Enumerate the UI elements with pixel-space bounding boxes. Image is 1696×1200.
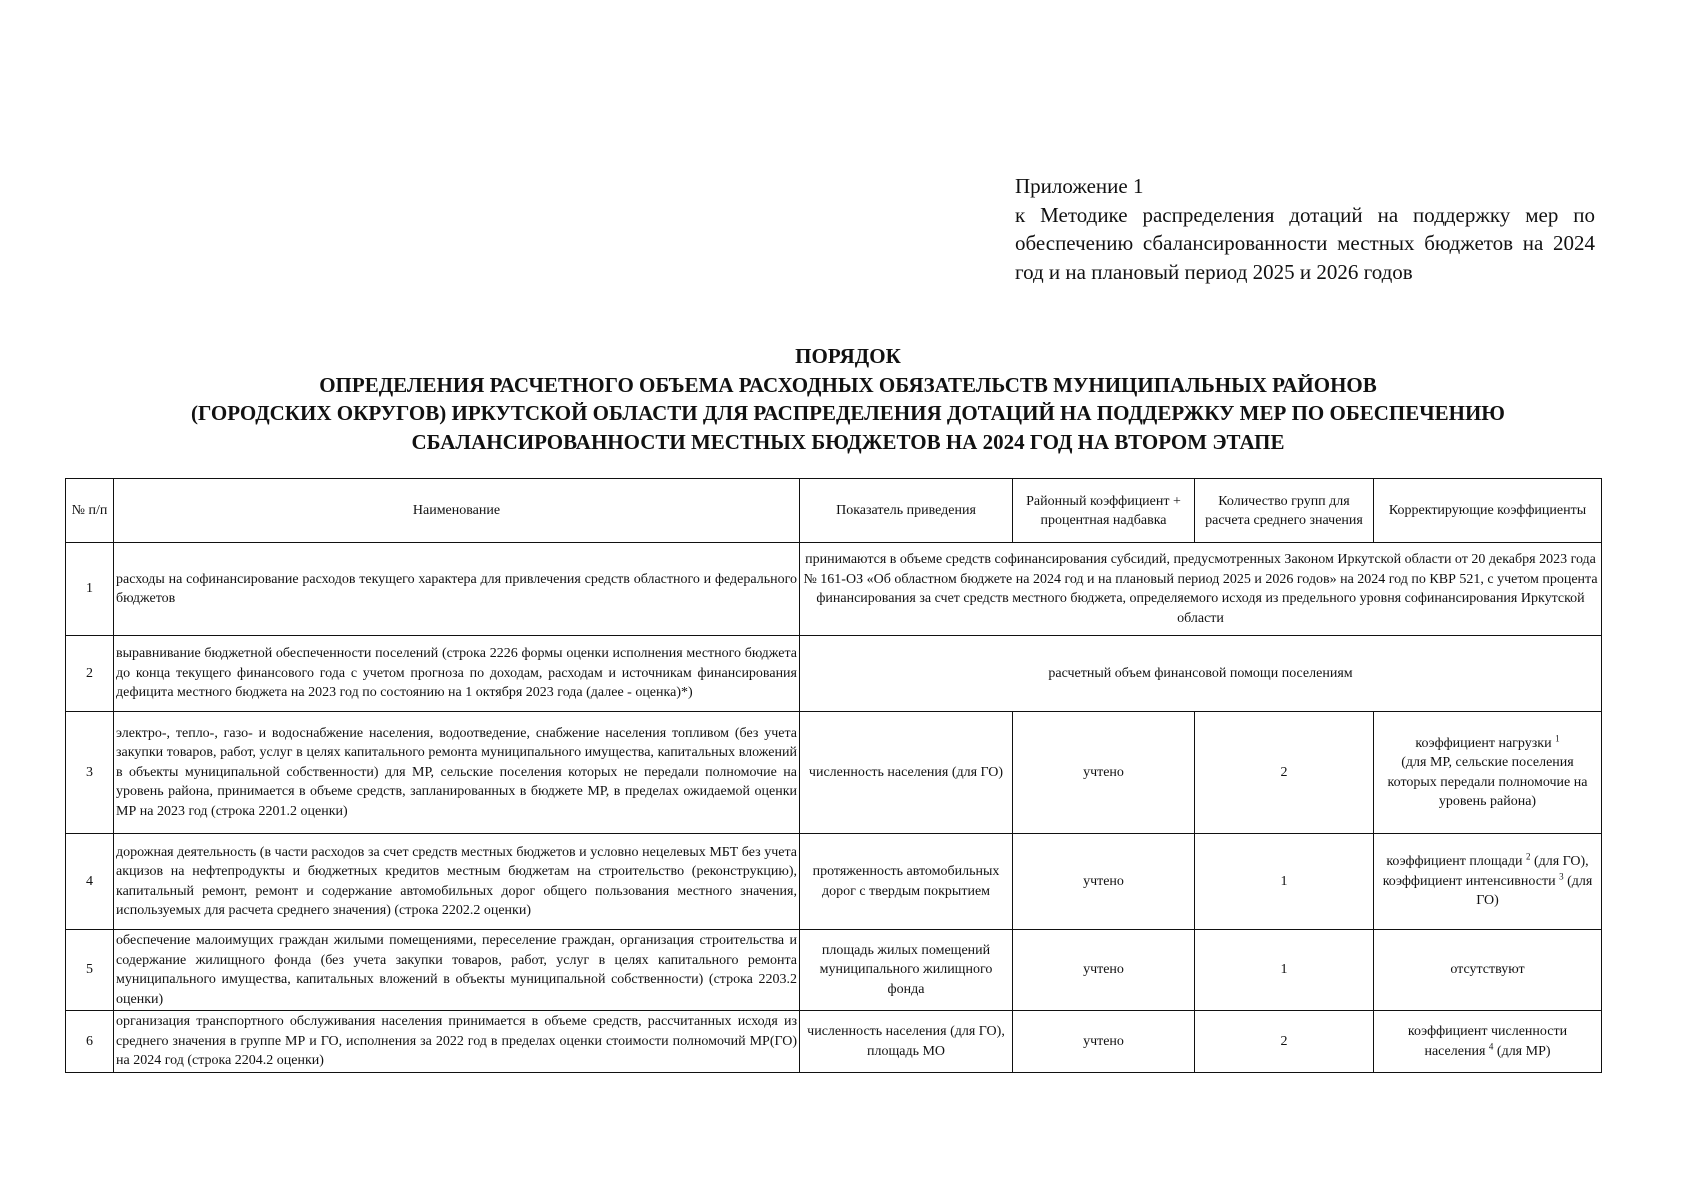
row-indicator: численность населения (для ГО): [800, 712, 1013, 834]
row-regional-coefficient: учтено: [1013, 1011, 1195, 1073]
row-groups-count: 1: [1195, 930, 1374, 1011]
row-name: обеспечение малоимущих граждан жилыми помещениями, переселение граждан, организация строительства и содержание жилищного фонда (без учета закупки товаров, работ, услуг в целях капитального ремонта муниципального имущества, капитальных вложений в объекты муниципальной собственности) (строка 2203.2 оценки): [114, 930, 800, 1011]
row-correcting-coefficients: [1374, 712, 1602, 834]
row-merged-value: принимаются в объеме средств софинансирования субсидий, предусмотренных Законом Иркутской области от 20 декабря 2023 года № 161-ОЗ «Об областном бюджете на 2024 год и на плановый период 2025 и 2026 годов» на 2024 год по КВР 521, с учетом процента финансирования за счет средств местного бюджета, определяемого исходя из предельного уровня софинансирования Иркутской области: [800, 543, 1602, 636]
row-num: 4: [66, 834, 114, 930]
row-correcting-coefficients: [1374, 834, 1602, 930]
row-groups-count: 1: [1195, 834, 1374, 930]
correcting-text: (для МР): [1496, 1043, 1551, 1059]
table-row: [66, 930, 1602, 1011]
row-name: электро-, тепло-, газо- и водоснабжение населения, водоотведение, снабжение населения топливом (без учета закупки товаров, работ, услуг в целях капитального ремонта муниципального имущества, капитальных вложений в объекты муниципальной собственности) для МР, сельские поселения которых не передали полномочие на уровень района, принимается в объеме средств, запланированных в бюджете МР, в пределах ожидаемой оценки МР на 2023 год (строка 2201.2 оценки): [114, 712, 800, 834]
table-row: [66, 543, 1602, 636]
row-correcting-coefficients: отсутствуют: [1374, 930, 1602, 1011]
table-row: [66, 1011, 1602, 1073]
table-row: [66, 636, 1602, 712]
row-regional-coefficient: учтено: [1013, 834, 1195, 930]
row-num: 6: [66, 1011, 114, 1073]
row-correcting-coefficients: [1374, 1011, 1602, 1073]
row-name: дорожная деятельность (в части расходов за счет средств местных бюджетов и условно нецелевых МБТ без учета акцизов на нефтепродукты и бюджетных кредитов местным бюджетам на строительство (реконструкцию), капитальный ремонт, ремонт и содержание автомобильных дорог общего пользования местного значения, используемых для расчета среднего значения) (строка 2202.2 оценки): [114, 834, 800, 930]
title-line-4: СБАЛАНСИРОВАННОСТИ МЕСТНЫХ БЮДЖЕТОВ НА 2024 ГОД НА ВТОРОМ ЭТАПЕ: [411, 429, 1285, 454]
header-indicator: Показатель приведения: [800, 479, 1013, 543]
footnote-marker: 2: [1525, 851, 1531, 862]
footnote-marker: 3: [1559, 871, 1564, 882]
row-indicator: протяженность автомобильных дорог с твердым покрытием: [800, 834, 1013, 930]
row-indicator: численность населения (для ГО), площадь МО: [800, 1011, 1013, 1073]
correcting-text: (для ГО): [1476, 873, 1593, 909]
correcting-text: коэффициент нагрузки: [1415, 735, 1552, 751]
correcting-text: коэффициент площади: [1386, 854, 1523, 870]
header-name: Наименование: [114, 479, 800, 543]
title-line-3: (ГОРОДСКИХ ОКРУГОВ) ИРКУТСКОЙ ОБЛАСТИ ДЛЯ РАСПРЕДЕЛЕНИЯ ДОТАЦИЙ НА ПОДДЕРЖКУ МЕР ПО ОБЕСПЕЧЕНИЮ: [191, 401, 1505, 425]
table-row: [66, 712, 1602, 834]
correcting-text: (для МР, сельские поселения которых передали полномочие на уровень района): [1387, 755, 1588, 809]
footnote-marker: 1: [1555, 732, 1560, 743]
header-groups-count: Количество групп для расчета среднего значения: [1195, 479, 1374, 543]
row-regional-coefficient: учтено: [1013, 930, 1195, 1011]
title-line-2: ОПРЕДЕЛЕНИЯ РАСЧЕТНОГО ОБЪЕМА РАСХОДНЫХ ОБЯЗАТЕЛЬСТВ МУНИЦИПАЛЬНЫХ РАЙОНОВ: [319, 372, 1377, 397]
appendix-note: [1015, 172, 1595, 286]
correcting-text: коэффициент численности населения: [1407, 1024, 1568, 1059]
row-num: 2: [66, 636, 114, 712]
header-num: № п/п: [66, 479, 114, 543]
correcting-text: (для ГО), коэффициент интенсивности: [1382, 854, 1589, 889]
calculation-table: [65, 478, 1602, 1073]
header-regional-coefficient: Районный коэффициент + процентная надбавка: [1013, 479, 1195, 543]
table-header-row: [66, 479, 1602, 543]
appendix-number: Приложение 1: [1015, 174, 1144, 198]
row-groups-count: 2: [1195, 1011, 1374, 1073]
table-row: [66, 834, 1602, 930]
row-merged-value: расчетный объем финансовой помощи поселениям: [800, 636, 1602, 712]
row-num: 1: [66, 543, 114, 636]
header-correcting-coefficients: Корректирующие коэффициенты: [1374, 479, 1602, 543]
footnote-marker: 4: [1488, 1040, 1494, 1051]
appendix-reference: к Методике распределения дотаций на поддержку мер по обеспечению сбалансированности местных бюджетов на 2024 год и на плановый период 2025 и 2026 годов: [1015, 202, 1595, 284]
row-num: 5: [66, 930, 114, 1011]
document-title: [60, 342, 1636, 456]
row-regional-coefficient: учтено: [1013, 712, 1195, 834]
row-name: выравнивание бюджетной обеспеченности поселений (строка 2226 формы оценки исполнения местного бюджета до конца текущего финансового года с учетом прогноза по доходам, расходам и источникам финансирования дефицита местного бюджета на 2023 год по состоянию на 1 октября 2023 года (далее - оценка)*): [114, 636, 800, 712]
row-indicator: площадь жилых помещений муниципального жилищного фонда: [800, 930, 1013, 1011]
row-num: 3: [66, 712, 114, 834]
row-name: организация транспортного обслуживания населения принимается в объеме средств, рассчитанных исходя из среднего значения в группе МР и ГО, исполнения за 2022 год в пределах оценки стоимости полномочий МР(ГО) на 2024 год (строка 2204.2 оценки): [114, 1011, 800, 1073]
row-name: расходы на софинансирование расходов текущего характера для привлечения средств областного и федерального бюджетов: [114, 543, 800, 636]
row-groups-count: 2: [1195, 712, 1374, 834]
title-line-1: ПОРЯДОК: [795, 344, 901, 368]
